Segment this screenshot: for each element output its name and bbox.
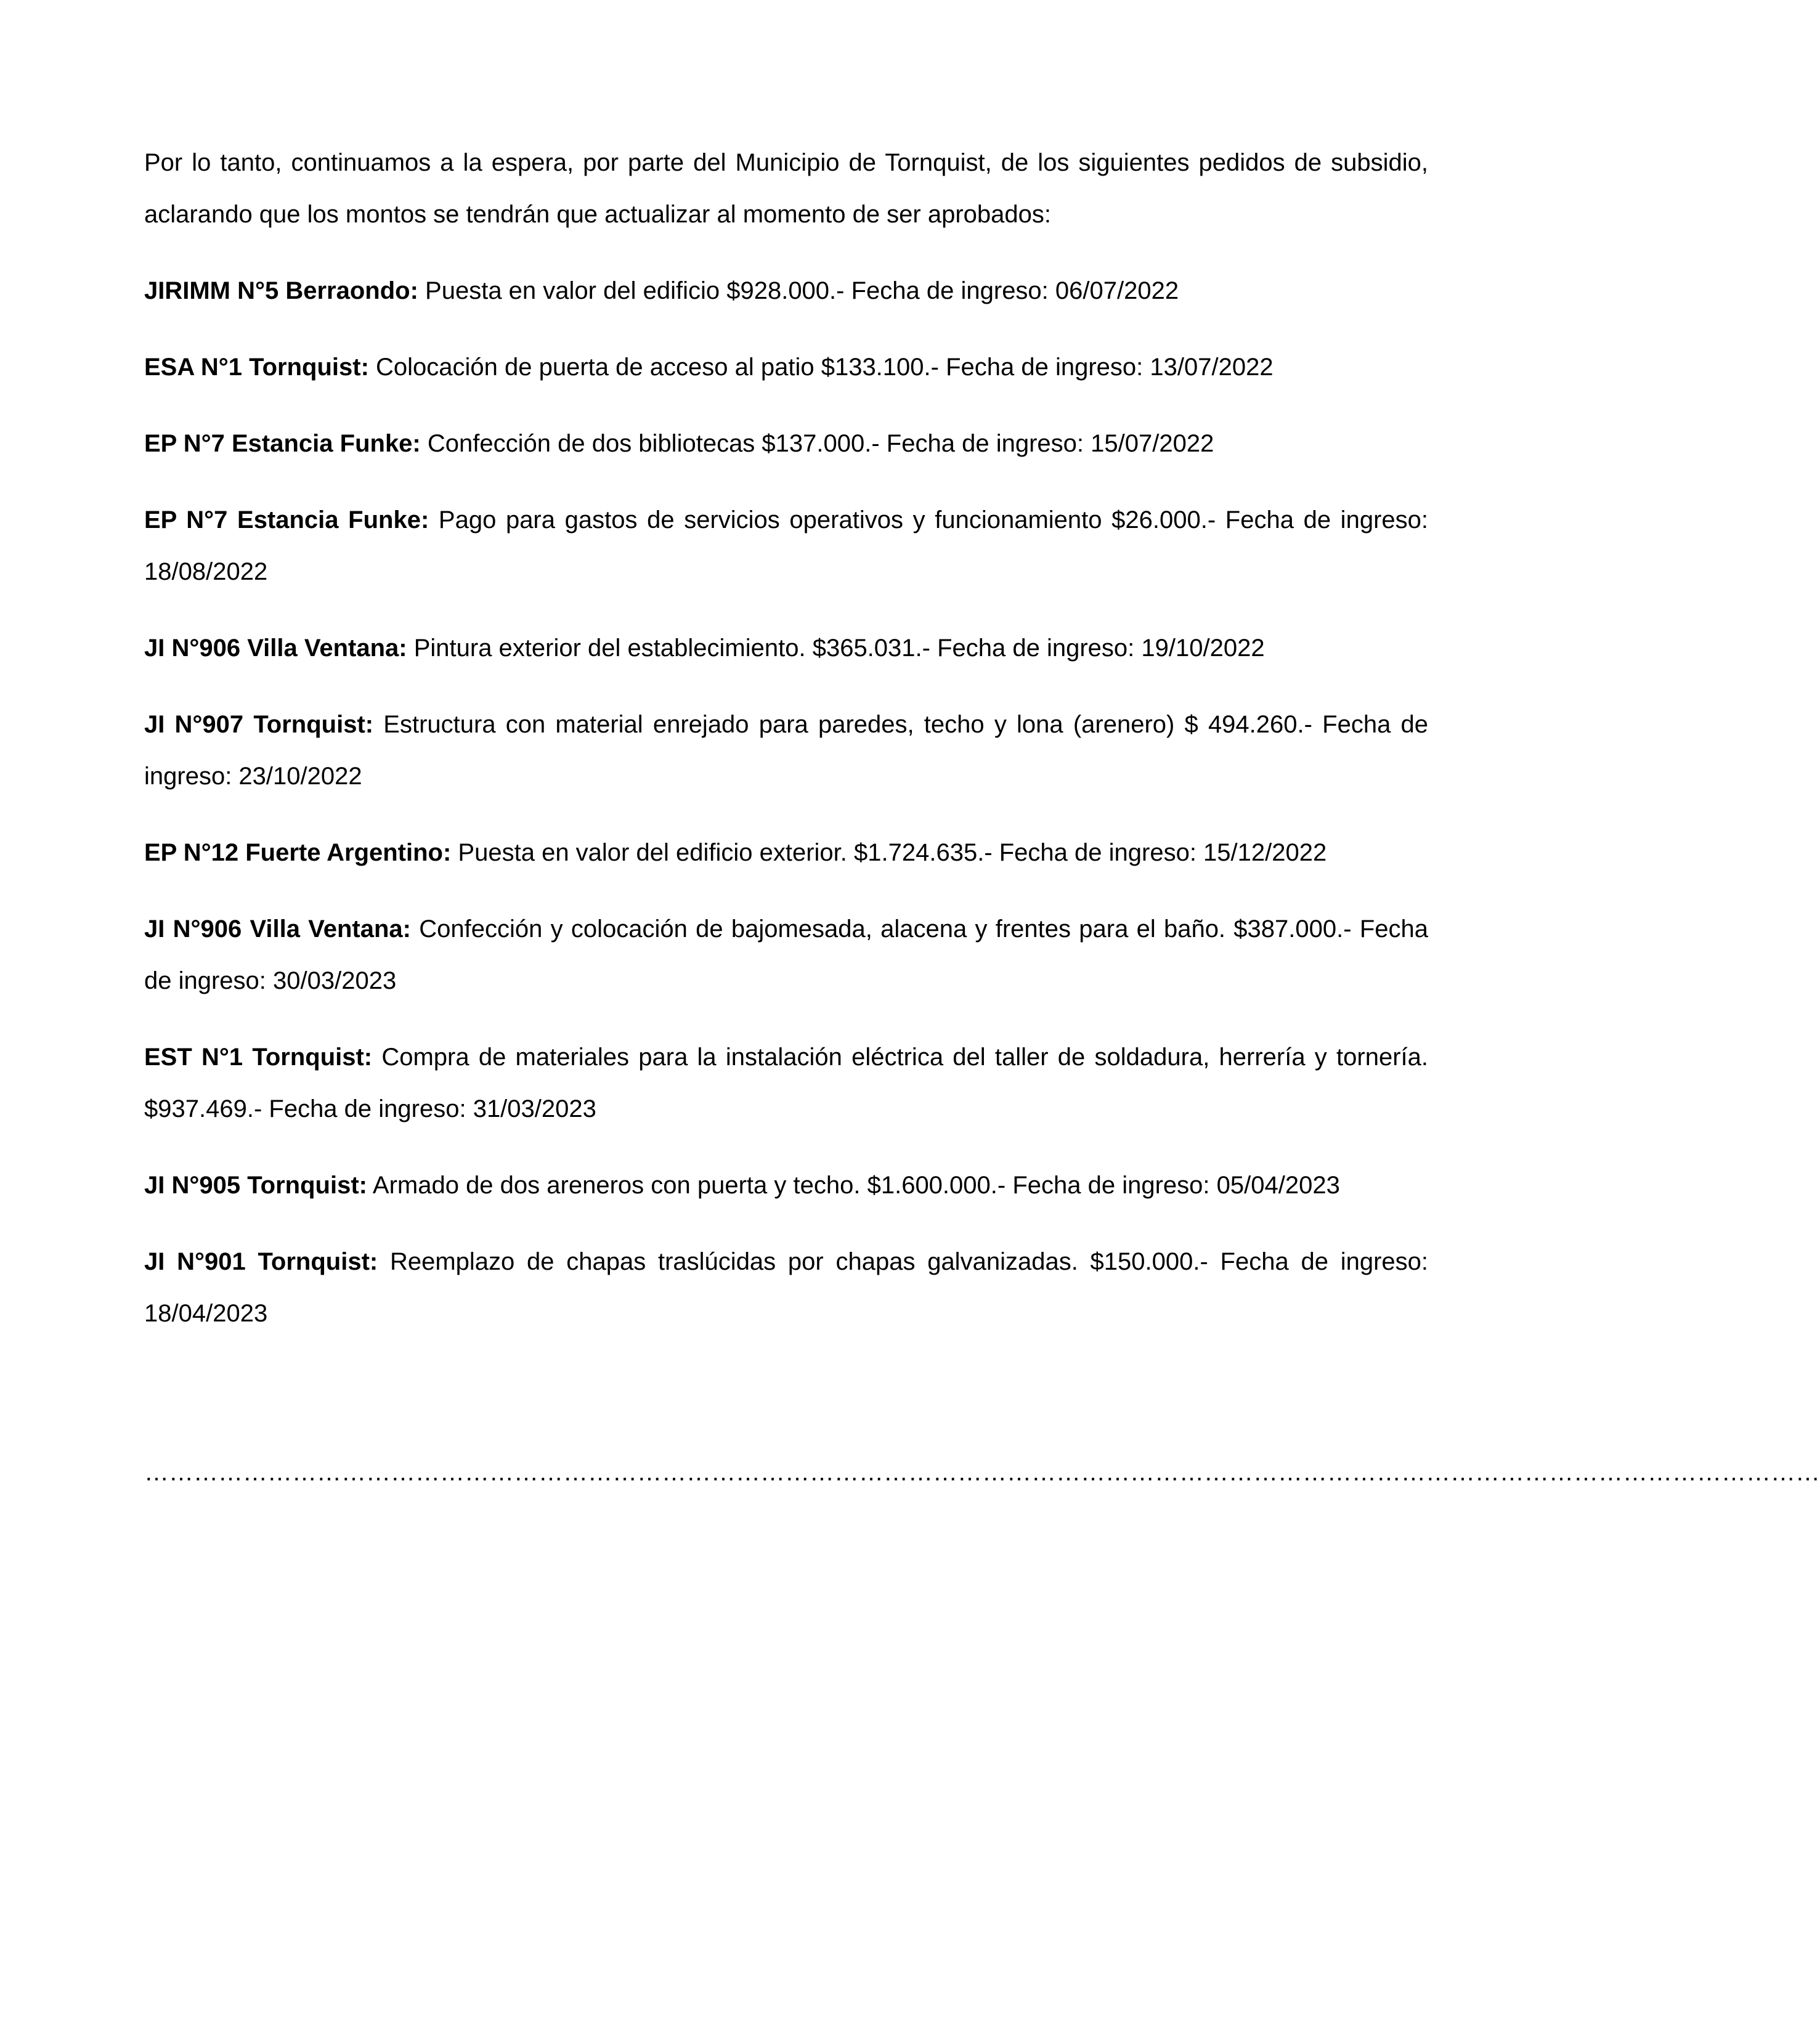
entry-label: JI N°907 Tornquist: <box>144 711 374 738</box>
subsidy-entry <box>144 341 1428 393</box>
entry-text: Compra de materiales para la instalación eléctrica del taller de soldadura, herrería y tornería. $937.469.- Fecha de ingreso: 31/03/2023 <box>144 1044 1428 1122</box>
entry-label: EP N°7 Estancia Funke: <box>144 430 421 457</box>
entry-label: JI N°901 Tornquist: <box>144 1248 378 1275</box>
dotted-separator: …………………………………………………………………………………………………………………………………………………………………………………… <box>144 1459 1820 1486</box>
subsidy-entry <box>144 622 1428 674</box>
entry-text: Puesta en valor del edificio exterior. $1.724.635.- Fecha de ingreso: 15/12/2022 <box>451 839 1327 866</box>
entry-label: EST N°1 Tornquist: <box>144 1044 373 1071</box>
entry-text: Confección y colocación de bajomesada, alacena y frentes para el baño. $387.000.- Fecha de ingreso: 30/03/2023 <box>144 915 1428 994</box>
subsidy-entry <box>144 1031 1428 1135</box>
entry-text: Pintura exterior del establecimiento. $365.031.- Fecha de ingreso: 19/10/2022 <box>407 635 1265 662</box>
document-body <box>144 137 1428 1364</box>
entry-text: Reemplazo de chapas traslúcidas por chapas galvanizadas. $150.000.- Fecha de ingreso: 18/04/2023 <box>144 1248 1428 1327</box>
entry-label: JI N°905 Tornquist: <box>144 1172 367 1199</box>
subsidy-entry <box>144 903 1428 1007</box>
entry-text: Colocación de puerta de acceso al patio $133.100.- Fecha de ingreso: 13/07/2022 <box>368 354 1274 381</box>
entry-text: Confección de dos bibliotecas $137.000.- Fecha de ingreso: 15/07/2022 <box>420 430 1214 457</box>
entry-label: JIRIMM N°5 Berraondo: <box>144 277 418 304</box>
subsidy-entry <box>144 827 1428 879</box>
entry-label: JI N°906 Villa Ventana: <box>144 635 407 662</box>
entry-text: Puesta en valor del edificio $928.000.- Fecha de ingreso: 06/07/2022 <box>418 277 1179 304</box>
intro-paragraph: Por lo tanto, continuamos a la espera, por parte del Municipio de Tornquist, de los siguientes pedidos de subsidio, aclarando que los montos se tendrán que actualizar al momento de ser aprobados: <box>144 149 1428 228</box>
entry-label: JI N°906 Villa Ventana: <box>144 915 411 943</box>
subsidy-entry <box>144 418 1428 469</box>
subsidy-entry <box>144 265 1428 317</box>
entry-text: Estructura con material enrejado para paredes, techo y lona (arenero) $ 494.260.- Fecha de ingreso: 23/10/2022 <box>144 711 1428 790</box>
entry-label: EP N°12 Fuerte Argentino: <box>144 839 452 866</box>
subsidy-entry <box>144 1159 1428 1211</box>
entry-text: Armado de dos areneros con puerta y techo. $1.600.000.- Fecha de ingreso: 05/04/2023 <box>367 1172 1340 1199</box>
entry-label: EP N°7 Estancia Funke: <box>144 506 429 534</box>
subsidy-entry <box>144 1236 1428 1339</box>
subsidy-entry <box>144 494 1428 598</box>
entry-text: Pago para gastos de servicios operativos y funcionamiento $26.000.- Fecha de ingreso: 18/08/2022 <box>144 506 1428 585</box>
subsidy-entry <box>144 699 1428 802</box>
entry-label: ESA N°1 Tornquist: <box>144 354 369 381</box>
